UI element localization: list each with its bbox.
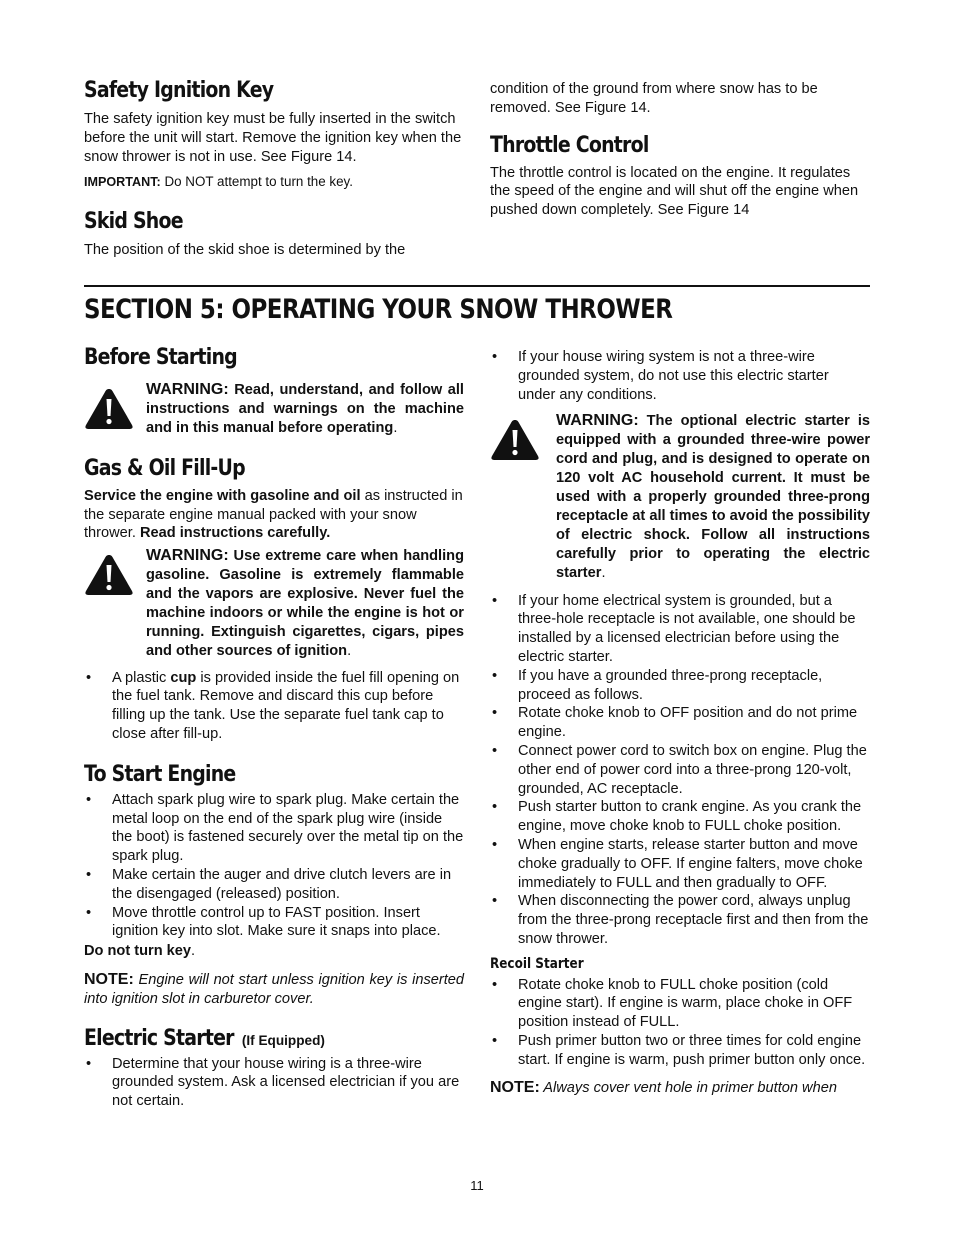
cup-bold: cup: [170, 669, 197, 686]
do-not-turn-key: [84, 942, 464, 961]
warning-body: Read, understand, and follow all instructions and warnings on the machine and in this manual before operating: [146, 382, 464, 436]
electric-heading-sub: (If Equipped): [238, 1032, 325, 1048]
warning-triangle-icon: [84, 547, 146, 603]
warning-text: [556, 412, 870, 582]
warning-body: The optional electric starter is equipped with a grounded three-wire power cord and plug, and is designed to operate on 120 volt AC household current. It must be used with a properly grounded three-prong receptacle at all times to avoid the possibility of electric shock. Follow all instructions carefully prior to operating the electric starter: [556, 413, 870, 581]
heading-gas-oil-fill-up: Gas & Oil Fill-Up: [84, 455, 245, 481]
skid-continued: condition of the ground from where snow has to be removed. See Figure 14.: [490, 81, 818, 116]
warning-label: WARNING:: [146, 547, 229, 565]
heading-to-start-engine: To Start Engine: [84, 761, 236, 787]
note-label: NOTE:: [490, 1078, 540, 1096]
note-text: Engine will not start unless ignition key is inserted into ignition slot in carburetor cover.: [84, 971, 464, 1007]
list-item: • If your house wiring system is not a three-wire grounded system, do not use this electric starter under any conditions.: [490, 348, 870, 404]
cup-post: is provided inside the fuel fill opening on the fuel tank. Remove and discard this cup before filling up the tank. Use the separate fuel tank cap to close after fill-up.: [112, 669, 460, 742]
list-item: • If you have a grounded three-prong receptacle, proceed as follows.: [490, 667, 870, 705]
do-not-turn-end: .: [191, 943, 196, 960]
top-right-column: [490, 80, 870, 220]
section-title: SECTION 5: OPERATING YOUR SNOW THROWER: [84, 294, 673, 325]
list-item: • Make certain the auger and drive clutch levers are in the disengaged (released) position.: [84, 866, 464, 904]
gas-bold-lead: Service the engine with gasoline and oil: [84, 487, 361, 504]
warning-triangle-icon: [84, 381, 146, 437]
list-item: [84, 669, 464, 744]
electric-starter-list: [84, 1055, 464, 1111]
list-item: • When disconnecting the power cord, always unplug from the three-prong receptacle first and then from the snow thrower.: [490, 892, 870, 948]
right-column: [490, 348, 870, 1097]
heading-throttle-control: Throttle Control: [490, 132, 649, 158]
list-item: • If your home electrical system is grounded, but a three-hole receptacle is not available, one should be installed by a licensed electrician before using the electric starter.: [490, 592, 870, 667]
heading-electric-starter: [84, 1026, 464, 1052]
warning-end: .: [347, 642, 352, 659]
warning-end: .: [393, 419, 398, 436]
warning-electric: [490, 412, 870, 582]
warning-label: WARNING:: [146, 381, 229, 398]
do-not-turn-text: Do not turn key: [84, 943, 192, 960]
list-item: • Rotate choke knob to FULL choke position (cold engine start). If engine is warm, place choke in OFF position instead of FULL.: [490, 976, 870, 1032]
electric-top-list: [490, 348, 870, 404]
heading-before-starting: Before Starting: [84, 345, 237, 370]
warning-triangle-icon: [490, 412, 556, 468]
gas-bold-tail: Read instructions carefully.: [139, 525, 331, 542]
warning-body: Use extreme care when handling gasoline. Gasoline is extremely flammable and the vapors are explosive. Never fuel the machine indoors or while the engine is hot or running. Extinguish cigarettes, cigars, pipes and other sources of ignition: [146, 548, 464, 659]
recoil-list: [490, 976, 870, 1070]
heading-skid-shoe: Skid Shoe: [84, 209, 183, 235]
skid-body: The position of the skid shoe is determined by the: [84, 242, 406, 259]
list-item: • Connect power cord to switch box on engine. Plug the other end of power cord into a three-prong 120-volt, grounded, AC receptacle.: [490, 742, 870, 798]
note-primer: [490, 1079, 870, 1098]
warning-end: .: [601, 564, 606, 581]
left-column: [84, 345, 464, 1111]
gas-bullet-list: [84, 669, 464, 744]
list-item: • Attach spark plug wire to spark plug. Make certain the metal loop on the end of the spark plug wire (inside the boot) is fastened securely over the metal tip on the spark plug.: [84, 791, 464, 866]
throttle-body: The throttle control is located on the engine. It regulates the speed of the engine and will shut off the engine when pushed down completely. See Figure 14: [490, 164, 859, 219]
heading-safety-ignition-key: Safety Ignition Key: [84, 78, 274, 103]
heading-recoil-starter: Recoil Starter: [490, 955, 584, 972]
note-ignition: [84, 971, 464, 1009]
top-left-column: [84, 78, 464, 260]
list-item: • Rotate choke knob to OFF position and do not prime engine.: [490, 704, 870, 742]
page-number: 11: [470, 1178, 484, 1193]
important-text: Do NOT attempt to turn the key.: [160, 174, 353, 190]
start-engine-list: [84, 791, 464, 941]
list-item: • When engine starts, release starter button and move choke gradually to OFF. If engine falters, move choke immediately to FULL and then gradually to OFF.: [490, 836, 870, 892]
note-text: Always cover vent hole in primer button when: [539, 1079, 837, 1096]
list-item: • Push starter button to crank engine. As you crank the engine, move choke knob to FULL choke position.: [490, 798, 870, 836]
warning-before-starting: [84, 381, 464, 438]
list-item: • Push primer button two or three times for cold engine start. If engine is warm, push primer button only once.: [490, 1032, 870, 1070]
warning-gasoline: [84, 547, 464, 660]
gas-text: as instructed in the separate engine manual packed with your snow thrower.: [84, 487, 463, 542]
cup-pre: A plastic: [112, 669, 171, 686]
warning-text: [146, 381, 464, 438]
important-note: [84, 173, 464, 192]
warning-label: WARNING:: [556, 412, 639, 430]
electric-steps-list: [490, 592, 870, 949]
ignition-body: The safety ignition key must be fully inserted in the switch before the unit will start. Remove the ignition key when the snow thrower is not in use. See Figure 14.: [84, 111, 462, 165]
gas-body: [84, 487, 464, 543]
list-item: • Determine that your house wiring is a three-wire grounded system. Ask a licensed electrician if you are not certain.: [84, 1055, 464, 1111]
note-label: NOTE:: [84, 970, 134, 988]
section-divider: [84, 285, 870, 287]
electric-heading-text: Electric Starter: [84, 1025, 234, 1051]
warning-text: [146, 547, 464, 660]
list-item: • Move throttle control up to FAST position. Insert ignition key into slot. Make sure it snaps into place.: [84, 904, 464, 942]
important-label: IMPORTANT:: [84, 175, 161, 190]
